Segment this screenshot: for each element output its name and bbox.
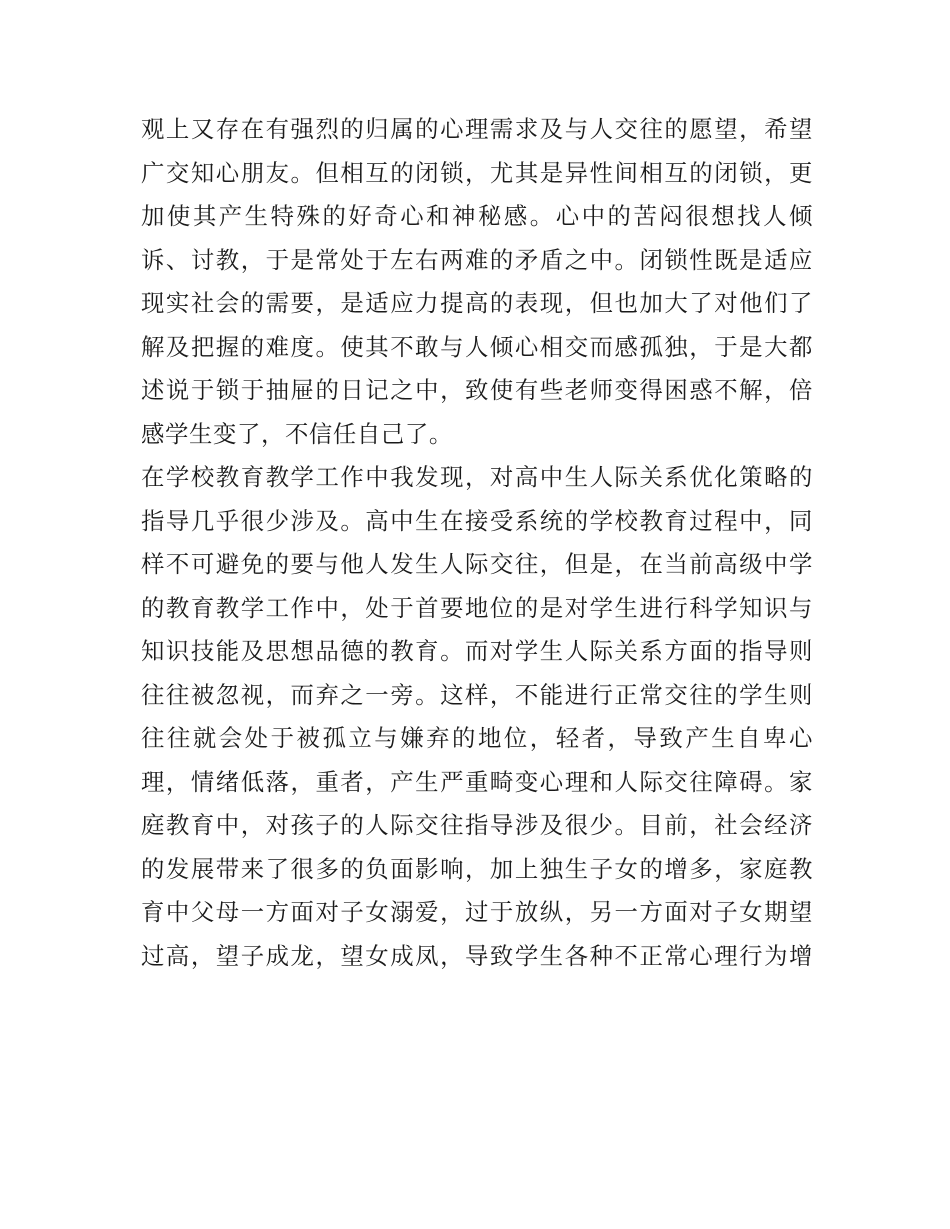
text-line-paragraph-start: 在学校教育教学工作中我发现，对高中生人际关系优化策略的 xyxy=(141,463,813,491)
text-line-paragraph-end: 感学生变了，不信任自己了。 xyxy=(141,419,453,448)
text-line: 广交知心朋友。但相互的闭锁，尤其是异性间相互的闭锁，更 xyxy=(141,158,813,187)
text-line: 样不可避免的要与他人发生人际交往，但是，在当前高级中学 xyxy=(141,550,813,578)
text-line: 育中父母一方面对子女溺爱，过于放纵，另一方面对子女期望 xyxy=(141,898,813,926)
text-line: 观上又存在有强烈的归属的心理需求及与人交往的愿望，希望 xyxy=(141,115,813,143)
body-text xyxy=(141,108,813,978)
text-line: 的发展带来了很多的负面影响，加上独生子女的增多，家庭教 xyxy=(141,854,813,883)
text-line: 往往被忽视，而弃之一旁。这样，不能进行正常交往的学生则 xyxy=(141,680,813,709)
text-line: 解及把握的难度。使其不敢与人倾心相交而感孤独，于是大都 xyxy=(141,332,813,361)
text-line: 述说于锁于抽屉的日记之中，致使有些老师变得困惑不解，倍 xyxy=(141,376,813,404)
text-line: 知识技能及思想品德的教育。而对学生人际关系方面的指导则 xyxy=(141,637,813,665)
text-line: 现实社会的需要，是适应力提高的表现，但也加大了对他们了 xyxy=(141,289,813,317)
text-line: 过高，望子成龙，望女成凤，导致学生各种不正常心理行为增 xyxy=(141,941,813,970)
text-line: 诉、讨教，于是常处于左右两难的矛盾之中。闭锁性既是适应 xyxy=(141,245,813,274)
text-line: 理，情绪低落，重者，产生严重畸变心理和人际交往障碍。家 xyxy=(141,767,813,796)
text-line: 加使其产生特殊的好奇心和神秘感。心中的苦闷很想找人倾 xyxy=(141,202,813,230)
text-line: 的教育教学工作中，处于首要地位的是对学生进行科学知识与 xyxy=(141,593,813,622)
text-line: 指导几乎很少涉及。高中生在接受系统的学校教育过程中，同 xyxy=(141,506,813,535)
text-line: 庭教育中，对孩子的人际交往指导涉及很少。目前，社会经济 xyxy=(141,811,813,839)
text-line: 往往就会处于被孤立与嫌弃的地位，轻者，导致产生自卑心 xyxy=(141,724,813,752)
